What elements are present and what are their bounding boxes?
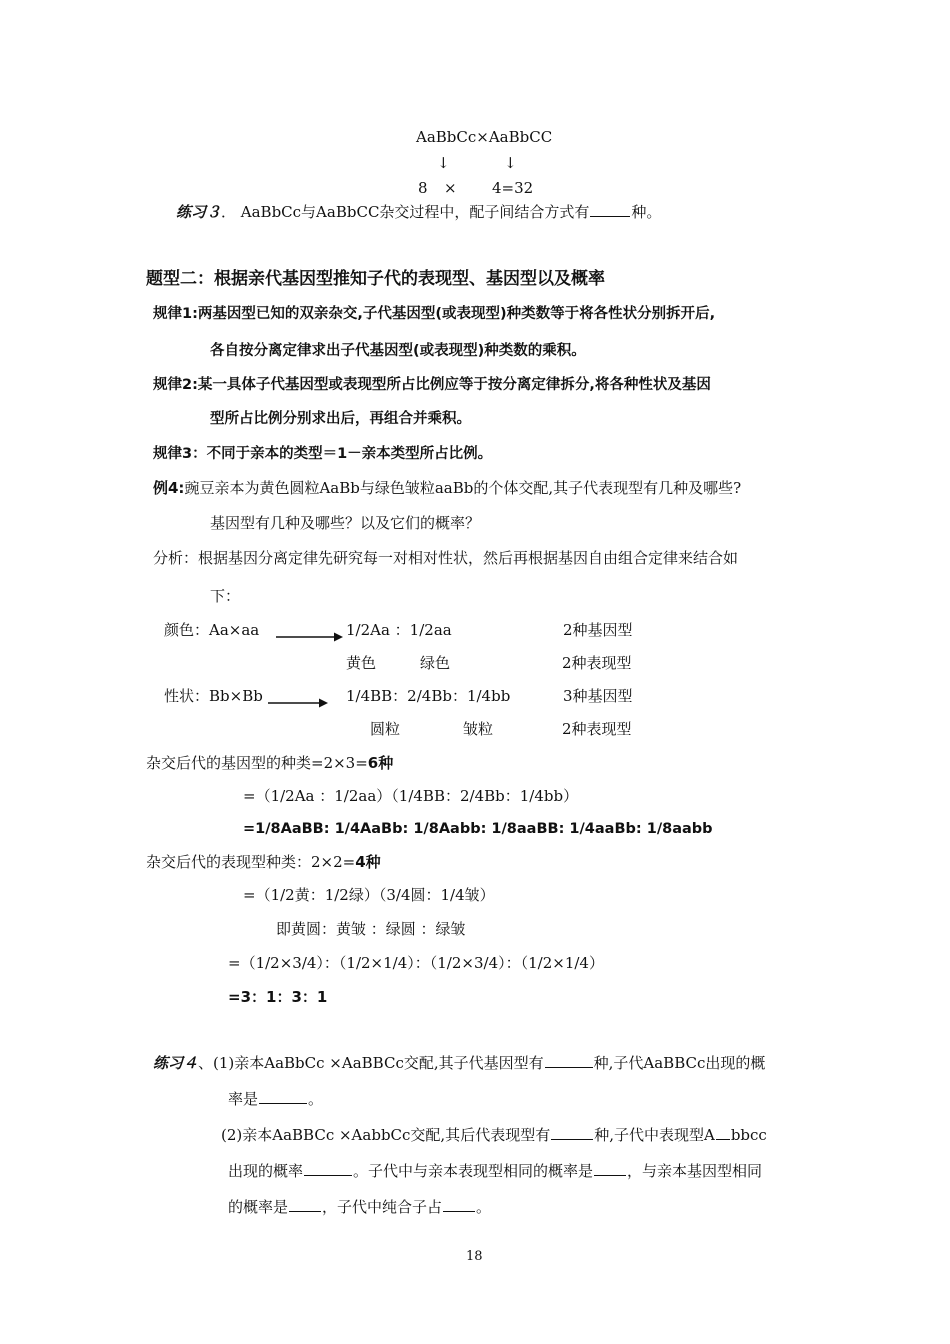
example4-label: 例4:: [153, 479, 185, 497]
rule2-line1: 规律2:某一具体子代基因型或表现型所占比例应等于按分离定律拆分,将各种性状及基因: [153, 377, 711, 393]
analysis-line2: 下：: [210, 587, 241, 605]
practice3-text-end: 种。: [631, 203, 662, 221]
practice4-line1: [153, 1052, 765, 1074]
phenotype-round: 圆粒: [370, 720, 401, 738]
practice4-blank-4[interactable]: [716, 1124, 730, 1140]
example4-line2: 基因型有几种及哪些？以及它们的概率？: [210, 514, 481, 532]
genotype-kinds-text: 杂交后代的基因型的种类=2×3=: [146, 754, 368, 772]
practice3-line: [176, 201, 661, 223]
practice4-blank-8[interactable]: [443, 1196, 475, 1212]
practice4-blank-6[interactable]: [594, 1160, 626, 1176]
phenotype-ratio: =3：1：3：1: [228, 988, 328, 1006]
practice4-p2d: 出现的概率: [228, 1162, 304, 1180]
right-result: 4=32: [492, 179, 534, 197]
right-arrow-icon: [276, 631, 346, 643]
section-title: 题型二：根据亲代基因型推知子代的表现型、基因型以及概率: [146, 269, 605, 289]
phenotype-products: =（1/2×3/4）：（1/2×1/4）：（1/2×3/4）：（1/2×1/4）: [228, 954, 604, 972]
practice3-label: 练习３: [176, 203, 222, 221]
genotype-expansion: =（1/2Aa ：1/2aa）（1/4BB：2/4Bb：1/4bb）: [243, 787, 579, 805]
times-sign: ×: [444, 179, 457, 197]
phenotype-kinds: [146, 851, 381, 873]
practice4-label: 练习４: [153, 1054, 199, 1072]
practice4-p2e: 。子代中与亲本表现型相同的概率是: [353, 1162, 594, 1180]
practice4-blank-3[interactable]: [551, 1124, 593, 1140]
down-arrow-right: ↓: [504, 154, 517, 172]
practice4-p1d: 。: [308, 1090, 324, 1108]
practice4-p2f: ，与亲本基因型相同: [627, 1162, 763, 1180]
cross-formula: AaBbCc×AaBbCC: [416, 128, 553, 146]
down-arrow-left: ↓: [437, 154, 450, 172]
practice4-p2i: 。: [476, 1198, 492, 1216]
practice4-blank-1[interactable]: [545, 1052, 593, 1068]
practice4-blank-5[interactable]: [304, 1160, 352, 1176]
practice4-blank-2[interactable]: [259, 1088, 307, 1104]
shape-phenotype-count: 2种表现型: [562, 720, 632, 738]
practice4-line2: [228, 1088, 323, 1110]
page-number: 18: [466, 1249, 483, 1264]
right-arrow-icon: [268, 697, 330, 709]
practice3-text: ． AaBbCc与AaBbCC杂交过程中，配子间结合方式有: [221, 203, 590, 221]
color-genotype-count: 2种基因型: [563, 621, 633, 639]
practice4-line3: [221, 1124, 767, 1146]
practice4-p2a: (2)亲本AaBBCc ×AabbCc交配,其后代表现型有: [221, 1126, 551, 1144]
genotype-ratios: =1/8AaBB: 1/4AaBb: 1/8Aabb: 1/8aaBB: 1/4aaBb: 1/8aabb: [243, 821, 713, 837]
phenotype-yellow: 黄色: [346, 654, 377, 672]
example4-line1: [153, 477, 741, 499]
rule2-line2: 型所占比例分别求出后，再组合并乘积。: [210, 411, 471, 427]
practice4-p2b: 种,子代中表现型A: [594, 1126, 715, 1144]
practice4-line5: [228, 1196, 491, 1218]
shape-genotype-count: 3种基因型: [563, 687, 633, 705]
shape-ratio: 1/4BB：2/4Bb：1/4bb: [346, 687, 511, 705]
rule3: 规律3：不同于亲本的类型＝1－亲本类型所占比例。: [153, 446, 493, 462]
shape-trait-label: 性状：Bb×Bb: [164, 687, 263, 705]
practice4-p1c: 率是: [228, 1090, 259, 1108]
practice4-p1a: 、(1)亲本AaBbCc ×AaBBCc交配,其子代基因型有: [198, 1054, 544, 1072]
phenotype-expansion: =（1/2黄：1/2绿）（3/4圆：1/4皱）: [243, 886, 495, 904]
phenotype-names: 即黄圆：黄皱 ：绿圆 ：绿皱: [276, 920, 466, 938]
rule1-line1: 规律1:两基因型已知的双亲杂交,子代基因型(或表现型)种类数等于将各性状分别拆开后,: [153, 306, 716, 322]
practice4-p1b: 种,子代AaBBCc出现的概: [593, 1054, 766, 1072]
practice4-blank-7[interactable]: [289, 1196, 321, 1212]
example4-text: 豌豆亲本为黄色圆粒AaBb与绿色皱粒aaBb的个体交配,其子代表现型有几种及哪些?: [184, 479, 742, 497]
color-phenotype-count: 2种表现型: [562, 654, 632, 672]
practice4-p2h: ，子代中纯合子占: [322, 1198, 443, 1216]
phenotype-green: 绿色: [420, 654, 451, 672]
left-count: 8: [418, 179, 428, 197]
phenotype-kinds-text: 杂交后代的表现型种类：2×2=: [146, 853, 356, 871]
phenotype-wrinkled: 皱粒: [463, 720, 494, 738]
practice4-p2g: 的概率是: [228, 1198, 289, 1216]
genotype-kinds: [146, 752, 393, 774]
practice3-blank[interactable]: [590, 201, 630, 217]
analysis-line1: 分析：根据基因分离定律先研究每一对相对性状，然后再根据基因自由组合定律来结合如: [153, 549, 739, 567]
color-ratio: 1/2Aa ：1/2aa: [346, 621, 452, 639]
practice4-line4: [228, 1160, 762, 1182]
color-trait-label: 颜色：Aa×aa: [164, 621, 260, 639]
genotype-kinds-value: 6种: [367, 754, 394, 772]
rule1-line2: 各自按分离定律求出子代基因型(或表现型)种类数的乘积。: [210, 343, 586, 359]
practice4-p2c: bbcc: [730, 1126, 767, 1144]
phenotype-kinds-value: 4种: [355, 853, 381, 871]
